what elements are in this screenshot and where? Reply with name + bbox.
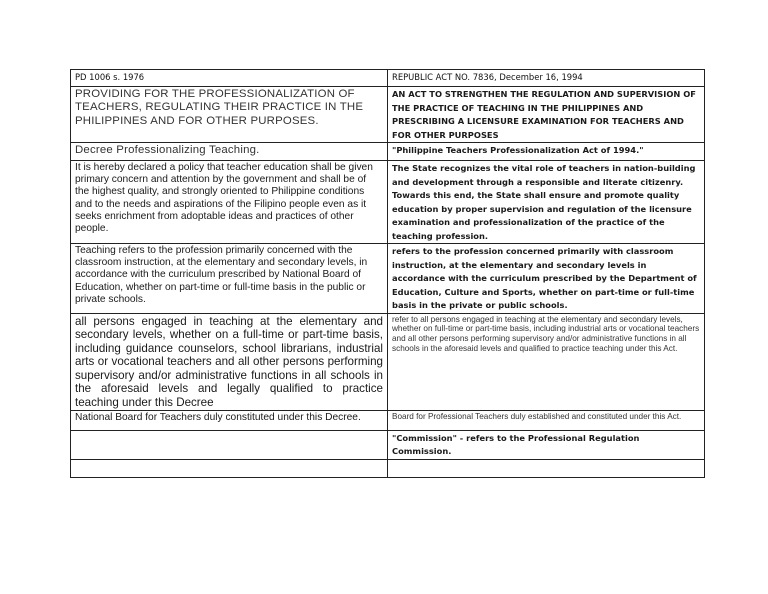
table-row bbox=[71, 143, 705, 161]
table-cell bbox=[71, 459, 388, 477]
table-row bbox=[71, 313, 705, 410]
table-cell bbox=[388, 244, 705, 314]
table-cell bbox=[71, 410, 388, 430]
comparison-table bbox=[70, 69, 705, 478]
table-cell bbox=[71, 430, 388, 459]
table-cell bbox=[71, 244, 388, 314]
table-cell bbox=[71, 143, 388, 161]
ra-board-definition: Board for Professional Teachers duly established and constituted under this Act. bbox=[392, 411, 682, 421]
pd-full-title: PROVIDING FOR THE PROFESSIONALIZATION OF TEACHERS, REGULATING THEIR PRACTICE IN THE PHILIPPINES AND FOR OTHER PURPOSES. bbox=[75, 88, 364, 127]
table-row bbox=[71, 70, 705, 87]
ra-teachers-definition: refer to all persons engaged in teaching at the elementary and secondary levels, whether on full-time or part-time basis, including industrial arts or vocational teachers and all other persons performing supervisory and/or administrative functions in all schools in the aforesaid levels and qualified to practice teaching under this Act. bbox=[392, 314, 700, 353]
pd-teaching-definition: Teaching refers to the profession primarily concerned with the classroom instruction, at the elementary and secondary levels, in accordance with the curriculum prescribed by National Board of Education, whether on part-time or full-time basis in the public or private schools. bbox=[75, 245, 368, 305]
table-cell bbox=[388, 313, 705, 410]
pd-board-definition: National Board for Teachers duly constituted under this Decree. bbox=[75, 411, 361, 423]
pd-short-title: Decree Professionalizing Teaching. bbox=[75, 144, 260, 156]
table-cell bbox=[388, 430, 705, 459]
table-row bbox=[71, 244, 705, 314]
table-cell bbox=[388, 143, 705, 161]
pd-title: PD 1006 s. 1976 bbox=[75, 72, 145, 82]
table-cell bbox=[71, 70, 388, 87]
table-row bbox=[71, 410, 705, 430]
pd-teachers-definition: all persons engaged in teaching at the elementary and secondary levels, whether on a full-time or part-time basis, including guidance counselors, school librarians, industrial arts or vocational teachers and all other persons performing supervisory and/or administrative functions in all schools in the aforesaid levels and legally qualified to practice teaching under this Decree bbox=[75, 314, 383, 410]
table-cell bbox=[71, 161, 388, 244]
ra-full-title: AN ACT TO STRENGTHEN THE REGULATION AND SUPERVISION OF THE PRACTICE OF TEACHING IN THE PHILIPPINES AND PRESCRIBING A LICENSURE EXAMINATION FOR TEACHERS AND FOR OTHER PURPOSES bbox=[392, 89, 696, 140]
table-cell bbox=[388, 87, 705, 143]
ra-commission-definition: "Commission" - refers to the Professional Regulation Commission. bbox=[392, 432, 640, 457]
table-row bbox=[71, 459, 705, 477]
table-cell bbox=[388, 410, 705, 430]
ra-policy-text: The State recognizes the vital role of teachers in nation-building and development through a responsible and literate citizenry. Towards this end, the State shall ensure and promote quality education by proper supervision and regulation of the licensure examination and professionalization of the practice of the teaching profession. bbox=[392, 163, 696, 241]
table-cell bbox=[71, 313, 388, 410]
ra-title: REPUBLIC ACT NO. 7836, December 16, 1994 bbox=[392, 72, 583, 82]
ra-short-title: "Philippine Teachers Professionalization Act of 1994." bbox=[392, 145, 644, 155]
table-row bbox=[71, 161, 705, 244]
table-cell bbox=[388, 459, 705, 477]
table-cell bbox=[388, 70, 705, 87]
table-cell bbox=[71, 87, 388, 143]
ra-teaching-definition: refers to the profession concerned primarily with classroom instruction, at the elementary and secondary levels in accordance with the curriculum prescribed by the Department of Education, Culture and Sports, whether on part-time or full-time basis in the private or public schools. bbox=[392, 246, 697, 310]
table-row bbox=[71, 87, 705, 143]
table-cell bbox=[388, 161, 705, 244]
pd-policy-text: It is hereby declared a policy that teacher education shall be given primary concern and attention by the government and shall be of the highest quality, and strongly oriented to Philippine conditions and to the needs and aspirations of the Filipino people even as it seeks enrichment from adoptable ideas and practices of other people. bbox=[75, 162, 373, 235]
table-row bbox=[71, 430, 705, 459]
